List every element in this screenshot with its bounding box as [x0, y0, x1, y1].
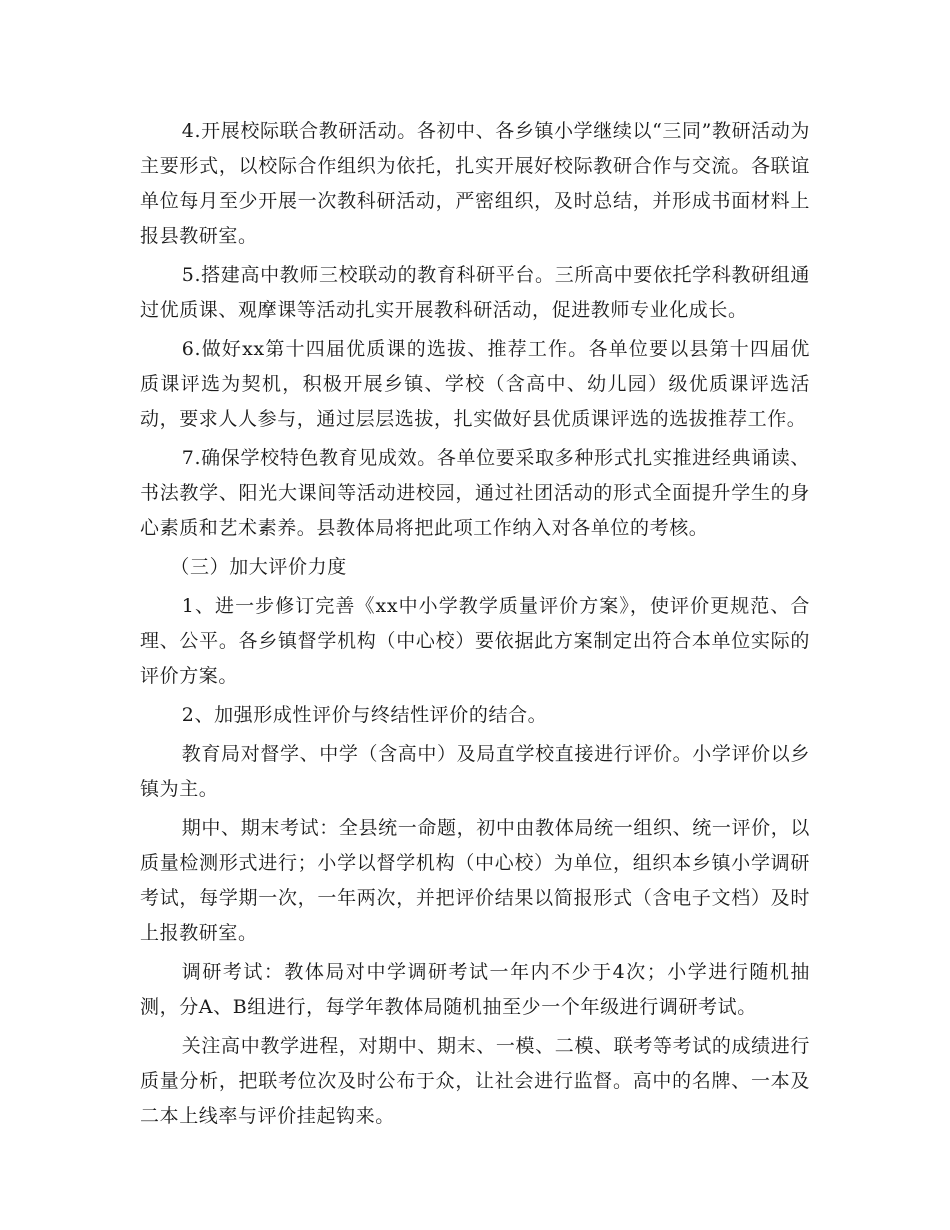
paragraph-direct-evaluation: 教育局对督学、中学（含高中）及局直学校直接进行评价。小学评价以乡镇为主。	[140, 743, 810, 800]
paragraph-item-7: 7.确保学校特色教育见成效。各单位要采取多种形式扎实推进经典诵读、书法教学、阳光大课间等活动进校园，通过社团活动的形式全面提升学生的身心素质和艺术素养。县教体局将把此项工作纳入对各单位的考核。	[140, 447, 810, 539]
paragraph-midterm-final-exams: 期中、期末考试：全县统一命题，初中由教体局统一组织、统一评价，以质量检测形式进行；小学以督学机构（中心校）为单位，组织本乡镇小学调研考试，每学期一次，一年两次，并把评价结果以简报形式（含电子文档）及时上报教研室。	[140, 817, 810, 944]
section-heading-3: （三）加大评价力度	[170, 556, 347, 578]
paragraph-eval-2: 2、加强形成性评价与终结性评价的结合。	[181, 704, 548, 726]
paragraph-eval-1: 1、进一步修订完善《xx中小学教学质量评价方案》，使评价更规范、合理、公平。各乡镇督学机构（中心校）要依据此方案制定出符合本单位实际的评价方案。	[140, 595, 810, 687]
paragraph-high-school-progress: 关注高中教学进程，对期中、期末、一模、二模、联考等考试的成绩进行质量分析，把联考位次及时公布于众，让社会进行监督。高中的名牌、一本及二本上线率与评价挂起钩来。	[140, 1035, 810, 1127]
paragraph-item-4: 4.开展校际联合教研活动。各初中、各乡镇小学继续以“三同”教研活动为主要形式，以校际合作组织为依托，扎实开展好校际教研合作与交流。各联谊单位每月至少开展一次教科研活动，严密组织，及时总结，并形成书面材料上报县教研室。	[140, 120, 810, 247]
paragraph-research-exams: 调研考试：教体局对中学调研考试一年内不少于4次；小学进行随机抽测，分A、B组进行，每学年教体局随机抽至少一个年级进行调研考试。	[140, 961, 810, 1018]
paragraph-item-6: 6.做好xx第十四届优质课的选拔、推荐工作。各单位要以县第十四届优质课评选为契机，积极开展乡镇、学校（含高中、幼儿园）级优质课评选活动，要求人人参与，通过层层选拔，扎实做好县优质课评选的选拔推荐工作。	[140, 338, 810, 430]
paragraph-item-5: 5.搭建高中教师三校联动的教育科研平台。三所高中要依托学科教研组通过优质课、观摩课等活动扎实开展教科研活动，促进教师专业化成长。	[140, 264, 810, 321]
